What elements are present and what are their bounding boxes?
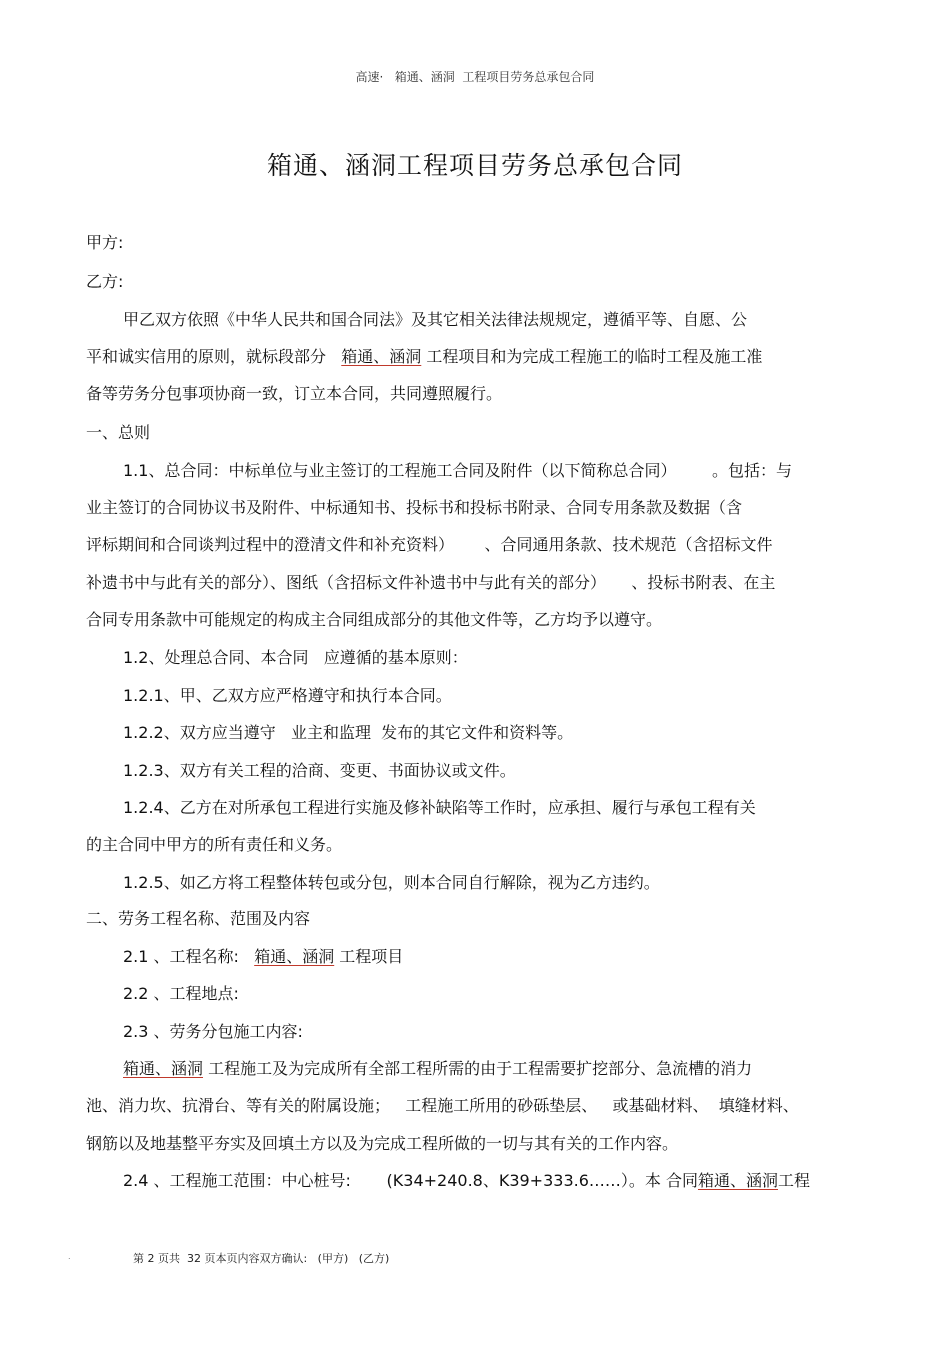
clause-1-2: 1.2、处理总合同、本合同 应遵循的基本原则： — [123, 648, 468, 667]
clause-2-1-label: 2.1 、工程名称: — [123, 947, 255, 966]
party-a-label: 甲方: — [86, 233, 124, 252]
clause-1-2-4-line-1: 1.2.4、乙方在对所承包工程进行实施及修补缺陷等工作时，应承担、履行与承包工程有关 — [123, 798, 756, 817]
project-name-underlined: 箱通、涵洞 — [697, 1171, 778, 1190]
clause-1-1-line-5: 合同专用条款中可能规定的构成主合同组成部分的其他文件等，乙方均予以遵守。 — [86, 610, 663, 629]
footer-mark: . — [68, 1252, 71, 1261]
clause-1-2-3: 1.2.3、双方有关工程的洽商、变更、书面协议或文件。 — [123, 761, 516, 780]
project-name-underlined: 箱通、涵洞 — [254, 947, 335, 966]
clause-2-1 — [123, 946, 403, 968]
section-2-heading: 二、劳务工程名称、范围及内容 — [86, 909, 311, 928]
clause-2-1-rest: 工程项目 — [334, 947, 404, 966]
intro-line-2-rest: 工程项目和为完成工程施工的临时工程及施工准 — [421, 347, 763, 366]
clause-2-3-content-text: 工程施工及为完成所有全部工程所需的由于工程需要扩挖部分、急流槽的消力 — [203, 1059, 753, 1078]
clause-1-2-2: 1.2.2、双方应当遵守 业主和监理 发布的其它文件和资料等。 — [123, 723, 574, 742]
page-footer: 第 2 页共 32 页本页内容双方确认: (甲方) (乙方) — [133, 1252, 390, 1265]
clause-1-1-line-1: 1.1、总合同：中标单位与业主签订的工程施工合同及附件（以下简称总合同） 。包括：与 — [123, 461, 793, 480]
project-name-underlined: 箱通、涵洞 — [123, 1059, 204, 1078]
clause-2-3-content-line-1 — [123, 1058, 752, 1080]
intro-line-2 — [86, 346, 762, 368]
clause-1-1-line-4: 补遗书中与此有关的部分）、图纸（含招标文件补遗书中与此有关的部分） 、投标书附表、在主 — [86, 573, 776, 592]
intro-line-3: 备等劳务分包事项协商一致，订立本合同，共同遵照履行。 — [86, 384, 503, 403]
running-header: 高速· 箱通、涵洞 工程项目劳务总承包合同 — [355, 70, 595, 84]
project-name-underlined: 箱通、涵洞 — [341, 347, 422, 366]
section-1-heading: 一、总则 — [86, 423, 151, 442]
intro-line-2-text: 平和诚实信用的原则，就标段部分 — [86, 347, 342, 366]
clause-1-2-5: 1.2.5、如乙方将工程整体转包或分包，则本合同自行解除，视为乙方违约。 — [123, 873, 660, 892]
clause-1-1-line-2: 业主签订的合同协议书及附件、中标通知书、投标书和投标书附录、合同专用条款及数据（含 — [86, 498, 743, 517]
clause-1-1-line-3: 评标期间和合同谈判过程中的澄清文件和补充资料） 、合同通用条款、技术规范（含招标文件 — [86, 535, 773, 554]
clause-2-4-text: 2.4 、工程施工范围：中心桩号: (K34+240.8、K39+333.6……）。本 合同 — [123, 1171, 698, 1190]
clause-2-3-content-line-2: 池、消力坎、抗滑台、等有关的附属设施； 工程施工所用的砂砾垫层、 或基础材料、 填缝材料、 — [86, 1096, 799, 1115]
party-b-label: 乙方: — [86, 272, 124, 291]
clause-1-2-1: 1.2.1、甲、乙双方应严格遵守和执行本合同。 — [123, 686, 452, 705]
clause-2-3: 2.3 、劳务分包施工内容: — [123, 1022, 303, 1041]
intro-line-1: 甲乙双方依照《中华人民共和国合同法》及其它相关法律法规规定，遵循平等、自愿、公 — [123, 310, 748, 329]
clause-2-3-content-line-3: 钢筋以及地基整平夯实及回填土方以及为完成工程所做的一切与其有关的工作内容。 — [86, 1134, 679, 1153]
document-title: 箱通、涵洞工程项目劳务总承包合同 — [266, 151, 683, 180]
clause-1-2-4-line-2: 的主合同中甲方的所有责任和义务。 — [86, 835, 343, 854]
clause-2-4 — [123, 1170, 810, 1192]
clause-2-4-rest: 工程 — [778, 1171, 811, 1190]
clause-2-2: 2.2 、工程地点: — [123, 984, 239, 1003]
